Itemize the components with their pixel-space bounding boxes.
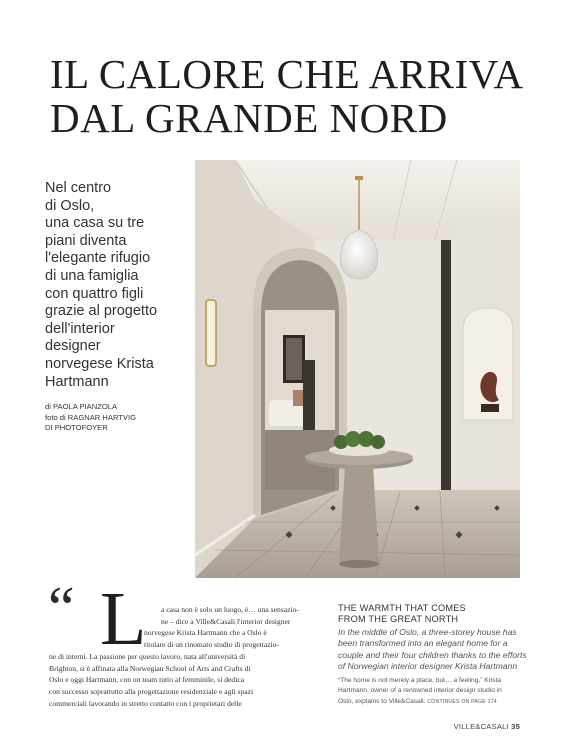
body-line: titolare di un rinomato studio di progettazio- <box>144 640 279 650</box>
interior-photo <box>195 160 520 578</box>
credit-line: di PAOLA PIANZOLA <box>45 402 118 411</box>
english-body-line: Hartmann, owner of a renowned interior design studio in <box>338 687 502 695</box>
body-line: Oslo e oggi Hartmann, con un team tutto al femminile, si dedica <box>49 675 245 685</box>
body-line: a casa non è solo un luogo, è… una sensazio- <box>161 605 299 614</box>
lede-line: Hartmann <box>45 373 109 390</box>
title-line: DAL GRANDE NORD <box>50 95 448 141</box>
lede-line: l'elegante rifugio <box>45 250 151 267</box>
photo-credits <box>45 402 195 434</box>
english-body-text: Oslo, explains to Ville&Casali. <box>338 697 426 705</box>
body-line: ne di interni. La passione per questo lavoro, nata all'università di <box>49 651 246 661</box>
credit-line: DI PHOTOFOYER <box>45 423 108 432</box>
lede-line: Nel centro <box>45 180 112 196</box>
body-line: ne – dice a Ville&Casali l'interior designer <box>161 616 291 626</box>
body-line: Brighton, si è affinata alla Norwegian School of Arts and Crafts di <box>49 663 251 673</box>
english-body-line: “The home is not merely a place, but… a feeling,” Krista <box>338 677 502 684</box>
english-body-line <box>338 697 528 707</box>
body-line: commerciali lavorando in stretto contatto con i proprietari delle <box>49 698 242 708</box>
title-line: IL CALORE CHE ARRIVA <box>50 51 524 97</box>
body-line: con successo soprattutto alla progettazione residenziale e agli spazi <box>49 686 254 696</box>
body-line: norvegese Krista Hartmann che a Oslo è <box>144 628 267 638</box>
lede-line: con quattro figli <box>45 285 144 302</box>
english-lede <box>338 627 528 673</box>
lede-line: dell'interior <box>45 320 115 337</box>
lede-line: grazie al progetto <box>45 303 158 320</box>
english-heading <box>338 603 528 625</box>
english-body <box>338 676 528 707</box>
english-lede-line: been transformed into an elegant home for a <box>338 638 508 649</box>
english-lede-line: of Norwegian interior designer Krista Hartmann <box>338 661 518 672</box>
english-heading-line: FROM THE GREAT NORTH <box>338 614 459 624</box>
lede-line: designer <box>45 338 101 355</box>
continues-link[interactable]: CONTINUES ON PAGE 174 <box>427 698 497 705</box>
english-heading-line: THE WARMTH THAT COMES <box>338 603 466 613</box>
page-number: 35 <box>511 722 520 731</box>
lede-line: di Oslo, <box>45 197 95 214</box>
italian-lede <box>45 180 195 391</box>
lede-line: piani diventa <box>45 232 127 249</box>
credit-line: foto di RAGNAR HARTVIG <box>45 412 137 422</box>
english-lede-line: couple and their four children thanks to the efforts <box>338 649 527 660</box>
magazine-name: VILLE&CASALI <box>453 722 509 731</box>
article-title <box>50 52 550 140</box>
drop-cap: L <box>100 577 147 661</box>
italian-body-text <box>49 604 317 709</box>
page-footer <box>454 722 520 731</box>
lede-line: norvegese Krista <box>45 355 154 372</box>
english-lede-line: In the middle of Oslo, a three-storey house has <box>338 627 517 637</box>
lede-line: di una famiglia <box>45 267 139 284</box>
lede-line: una casa su tre <box>45 215 145 232</box>
opening-quote-mark: “ <box>48 575 75 641</box>
